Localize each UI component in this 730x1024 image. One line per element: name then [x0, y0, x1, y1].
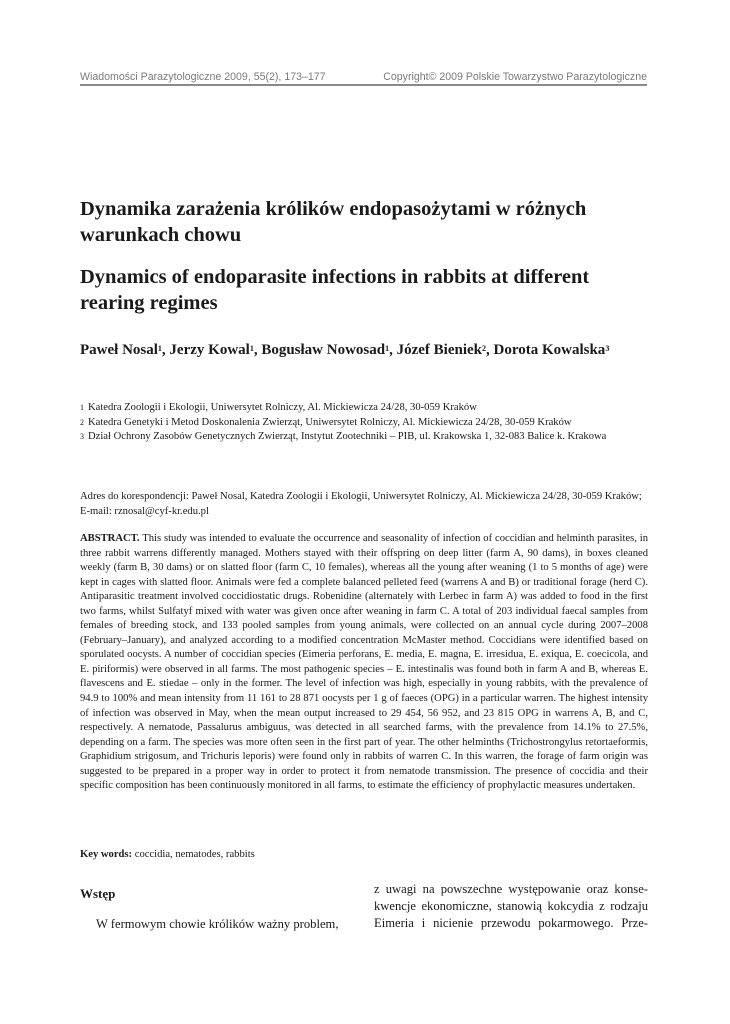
correspondence-address: Adres do korespondencji: Paweł Nosal, Katedra Zoologii i Ekologii, Uniwersytet Rolniczy, Al. Mickiewicza 24/28, 30-059 Kraków; E-mail: rznosal@cyf-kr.edu.pl [80, 491, 642, 517]
title-english: Dynamics of endoparasite infections in rabbits at different rearing regimes [80, 266, 590, 314]
author-list: Paweł Nosal$^1$, Jerzy Kowal$^1$, Bogusław Nowosad$^1$, Józef Bieniek$^2$, Dorota Kowalska$^3$ [80, 342, 610, 358]
body-text-left-column: W fermowym chowie królików ważny problem, [96, 917, 339, 931]
abstract-text: This study was intended to evaluate the occurrence and seasonality of infection of coccidian and helminth parasites, in three rabbit warrens differently managed. Mothers stayed with their offspring on deep litter (farm A, 90 dams), in boxes cleaned weekly (farm B, 30 dams) or on slatted floor (farm C, 10 females), whereas all the young after weaning (1 to 5 months of age) were kept in cages with slatted floor. Animals were fed a complete balanced pelleted feed (warrens A and B) or traditional forage (herd C). Antiparasitic treatment involved coccidiostatic drugs. Robenidine (alternately with Lerbec in farm A) was added to food in the first two farms, whilst Sulfatyf mixed with water was given once after weaning in farm C. A total of 203 individual faecal samples from females of breeding stock, and 133 pooled samples from young animals, were collected on an annual cycle during 2007–2008 (February–January), and analyzed according to a modified concentration McMaster method. Coccidians were identified based on sporulated oocysts. A number of coccidian species (Eimeria perforans, E. media, E. magna, E. irresidua, E. exiqua, E. coecicola, and E. piriformis) were observed in all farms. The most pathogenic species – E. intestinalis was found both in farm A and B, whereas E. flavescens and E. stiedae – only in the former. The level of infection was high, especially in young rabbits, with the prevalence of 94.9 to 100% and mean intensity from 11 161 to 28 871 oocysts per 1 g of faeces (OPG) in a particular warren. The highest intensity of infection was observed in May, when the mean output increased to 29 454, 56 952, and 23 815 OPG in warrens A, B, and C, respectively. A nematode, Passalurus ambiguus, was detected in all searched farms, with the prevalence from 14.1% to 27.5%, depending on a farm. The species was more often seen in the first part of year. The other helminths (Trichostrongylus retortaeformis, Graphidium strigosum, and Trichuris leporis) were found only in rabbits of warren C. In this warren, the forage of farm origin was suggested to be prepared in a proper way in order to protect it from nematode transmission. The presence of coccidia and their specific composition has been continuously monitored in all farms, to estimate the efficiency of prophylactic measures undertaken. [80, 533, 648, 792]
affiliation-text: Katedra Zoologii i Ekologii, Uniwersytet Rolniczy, Al. Mickiewicza 24/28, 30-059 Kraków [88, 402, 477, 413]
author-affiliation-mark: 1 [157, 344, 162, 353]
keywords [80, 848, 648, 863]
author-affiliation-mark: 1 [385, 344, 390, 353]
author-name: Józef Bieniek [396, 342, 482, 358]
author-name: Bogusław Nowosad [261, 342, 386, 358]
author-affiliation-mark: 3 [605, 344, 610, 353]
header-divider [80, 84, 647, 86]
author-name: Dorota Kowalska [493, 342, 606, 358]
journal-citation: Wiadomości Parazytologiczne 2009, 55(2), 173–177 [80, 71, 326, 83]
affiliation-text: Katedra Genetyki i Metod Doskonalenia Zwierząt, Uniwersytet Rolniczy, Al. Mickiewicza 24/28, 30-059 Kraków [88, 416, 572, 428]
affiliation [80, 401, 640, 416]
keywords-text: coccidia, nematodes, rabbits [134, 849, 255, 860]
author-affiliation-mark: 1 [249, 344, 254, 353]
running-header [80, 69, 647, 85]
author-name: Jerzy Kowal [169, 342, 250, 358]
body-text-right-column [374, 881, 648, 932]
body-line: kwencje ekonomiczne, stanowią kokcydia z rodzaju [374, 899, 648, 913]
affiliation [80, 430, 640, 445]
author-name: Paweł Nosal [80, 342, 158, 358]
affiliation-text: Dział Ochrony Zasobów Genetycznych Zwierząt, Instytut Zootechniki – PIB, ul. Krakowska 1, 32-083 Balice k. Krakowa [88, 431, 607, 443]
affiliation-number: 1 [80, 403, 84, 412]
abstract [80, 532, 648, 794]
keywords-label: Key words: [80, 849, 133, 860]
author-affiliation-mark: 2 [482, 344, 486, 353]
title-polish: Dynamika zarażenia królików endopasożytami w różnych warunkach chowu [80, 198, 587, 246]
affiliation-list [80, 401, 640, 445]
affiliation [80, 416, 640, 431]
affiliation-number: 2 [80, 417, 84, 427]
section-heading: Wstęp [80, 886, 116, 901]
body-line: z uwagi na powszechne występowanie oraz konse- [374, 882, 648, 896]
copyright-notice: Copyright© 2009 Polskie Towarzystwo Parazytologiczne [383, 71, 647, 83]
body-line: Eimeria i nicienie przewodu pokarmowego. Prze- [374, 916, 648, 930]
affiliation-number: 3 [80, 432, 84, 442]
abstract-label: ABSTRACT. [80, 533, 140, 544]
